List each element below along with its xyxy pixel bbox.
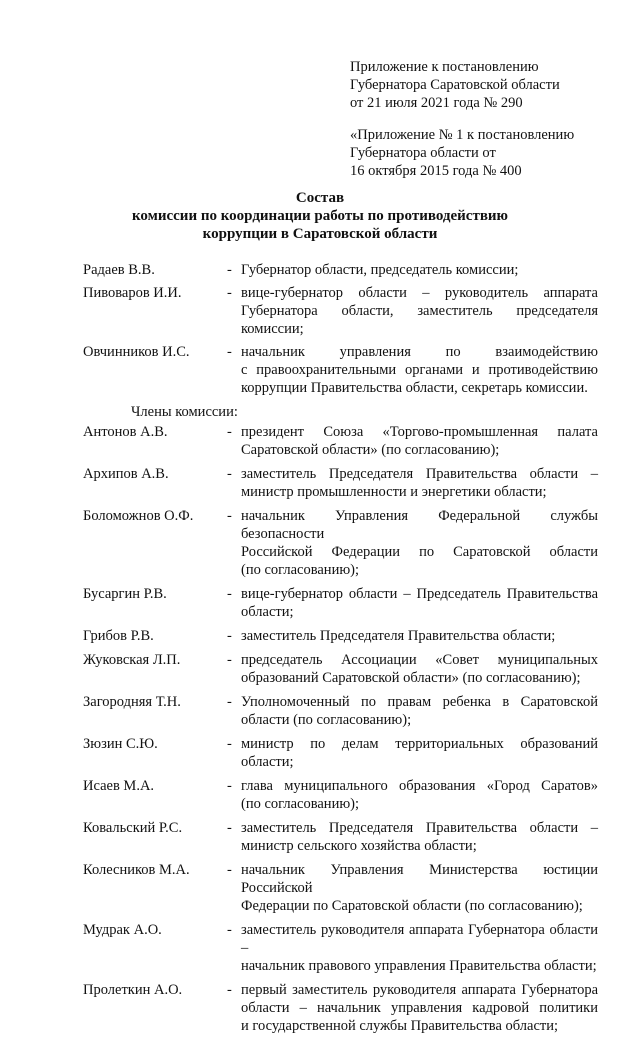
annex-block [350,58,630,112]
person-name: Зюзин С.Ю. [83,736,158,752]
role-line: заместитель Председателя Правительства области – [241,820,598,836]
person-role [241,651,598,687]
person-name: Загородняя Т.Н. [83,694,181,710]
role-line: Уполномоченный по правам ребенка в Саратовской [241,694,598,710]
original-annex-block [350,126,630,180]
role-line: коррупции Правительства области, секретарь комиссии. [241,380,588,396]
roster-row [83,284,598,338]
person-role [241,465,598,501]
document-title [0,189,640,243]
dash-separator: - [227,586,232,602]
person-name: Радаев В.В. [83,262,155,278]
dash-separator: - [227,285,232,301]
person-name: Ковальский Р.С. [83,820,183,836]
role-line: президент Союза «Торгово-промышленная палата [241,424,598,440]
person-name: Антонов А.В. [83,424,168,440]
dash-separator: - [227,628,232,644]
person-name: Овчинников И.С. [83,344,190,360]
person-role [241,261,598,279]
roster-row [83,627,598,645]
role-line: образований Саратовской области» (по согласованию); [241,670,581,686]
dash-separator: - [227,862,232,878]
role-line: (по согласованию); [241,562,360,578]
role-line: министр по делам территориальных образований [241,736,598,752]
role-line: первый заместитель руководителя аппарата Губернатора [241,982,598,998]
role-line: вице-губернатор области – Председатель Правительства [241,586,598,602]
roster-row [83,465,598,501]
dash-separator: - [227,982,232,998]
dash-separator: - [227,778,232,794]
role-line: вице-губернатор области – руководитель аппарата [241,285,598,301]
role-line: начальник Управления Министерства юстиции Российской [241,862,598,896]
role-line: Саратовской области» (по согласованию); [241,442,500,458]
role-line: Губернатор области, председатель комиссии; [241,262,519,278]
role-line: председатель Ассоциации «Совет муниципальных [241,652,598,668]
role-line: области; [241,604,294,620]
person-name: Бусаргин Р.В. [83,586,167,602]
person-role [241,819,598,855]
person-name: Жуковская Л.П. [83,652,181,668]
annex-line: Губернатора области от [350,145,496,161]
dash-separator: - [227,652,232,668]
person-role [241,981,598,1035]
role-line: заместитель Председателя Правительства области – [241,466,598,482]
person-name: Пивоваров И.И. [83,285,182,301]
role-line: с правоохранительными органами и противодействию [241,362,598,378]
role-line: области (по согласованию); [241,712,412,728]
dash-separator: - [227,736,232,752]
person-role [241,343,598,397]
dash-separator: - [227,424,232,440]
annex-line: от 21 июля 2021 года № 290 [350,95,523,111]
dash-separator: - [227,344,232,360]
role-line: и государственной службы Правительства области; [241,1018,559,1034]
members-heading: Члены комиссии: [131,404,238,420]
person-role [241,284,598,338]
roster-row [83,735,598,771]
dash-separator: - [227,508,232,524]
role-line: Федерации по Саратовской области (по согласованию); [241,898,583,914]
roster-row [83,777,598,813]
role-line: начальник управления по взаимодействию [241,344,598,360]
person-name: Архипов А.В. [83,466,169,482]
title-line: комиссии по координации работы по противодействию [131,208,509,224]
role-line: (по согласованию); [241,796,360,812]
role-line: начальник правового управления Правительства области; [241,958,597,974]
role-line: области; [241,754,294,770]
dash-separator: - [227,922,232,938]
annex-line: Губернатора Саратовской области [350,77,560,93]
roster-row [83,651,598,687]
dash-separator: - [227,820,232,836]
person-role [241,735,598,771]
roster-row [83,585,598,621]
person-role [241,777,598,813]
title-line: Состав [295,190,345,206]
person-name: Мудрак А.О. [83,922,162,938]
members-list [83,423,598,1035]
person-role [241,585,598,621]
role-line: начальник Управления Федеральной службы безопасности [241,508,598,542]
roster-row [83,819,598,855]
person-name: Боломожнов О.Ф. [83,508,194,524]
title-line: коррупции в Саратовской области [202,226,438,242]
person-role [241,507,598,579]
roster-row [83,507,598,579]
person-role [241,861,598,915]
role-line: заместитель Председателя Правительства области; [241,628,556,644]
annex-line: «Приложение № 1 к постановлению [350,127,575,143]
roster-row [83,261,598,279]
roster-row [83,693,598,729]
role-line: министр промышленности и энергетики области; [241,484,547,500]
person-name: Грибов Р.В. [83,628,154,644]
roster-row [83,343,598,397]
leadership-list [83,261,598,397]
person-role [241,693,598,729]
roster-row [83,861,598,915]
person-name: Исаев М.А. [83,778,155,794]
person-role [241,627,598,645]
role-line: глава муниципального образования «Город Саратов» [241,778,598,794]
role-line: министр сельского хозяйства области; [241,838,477,854]
role-line: Губернатора области, заместитель председателя комиссии; [241,303,598,337]
person-name: Колесников М.А. [83,862,190,878]
role-line: области – начальник управления кадровой политики [241,1000,598,1016]
person-role [241,423,598,459]
dash-separator: - [227,262,232,278]
person-name: Пролеткин А.О. [83,982,183,998]
person-role [241,921,598,975]
roster-row [83,921,598,975]
role-line: Российской Федерации по Саратовской области [241,544,598,560]
roster-row [83,981,598,1035]
dash-separator: - [227,694,232,710]
commission-roster [83,261,598,1041]
annex-line: Приложение к постановлению [350,59,539,75]
roster-row [83,423,598,459]
annex-line: 16 октября 2015 года № 400 [350,163,522,179]
role-line: заместитель руководителя аппарата Губернатора области – [241,922,598,956]
dash-separator: - [227,466,232,482]
